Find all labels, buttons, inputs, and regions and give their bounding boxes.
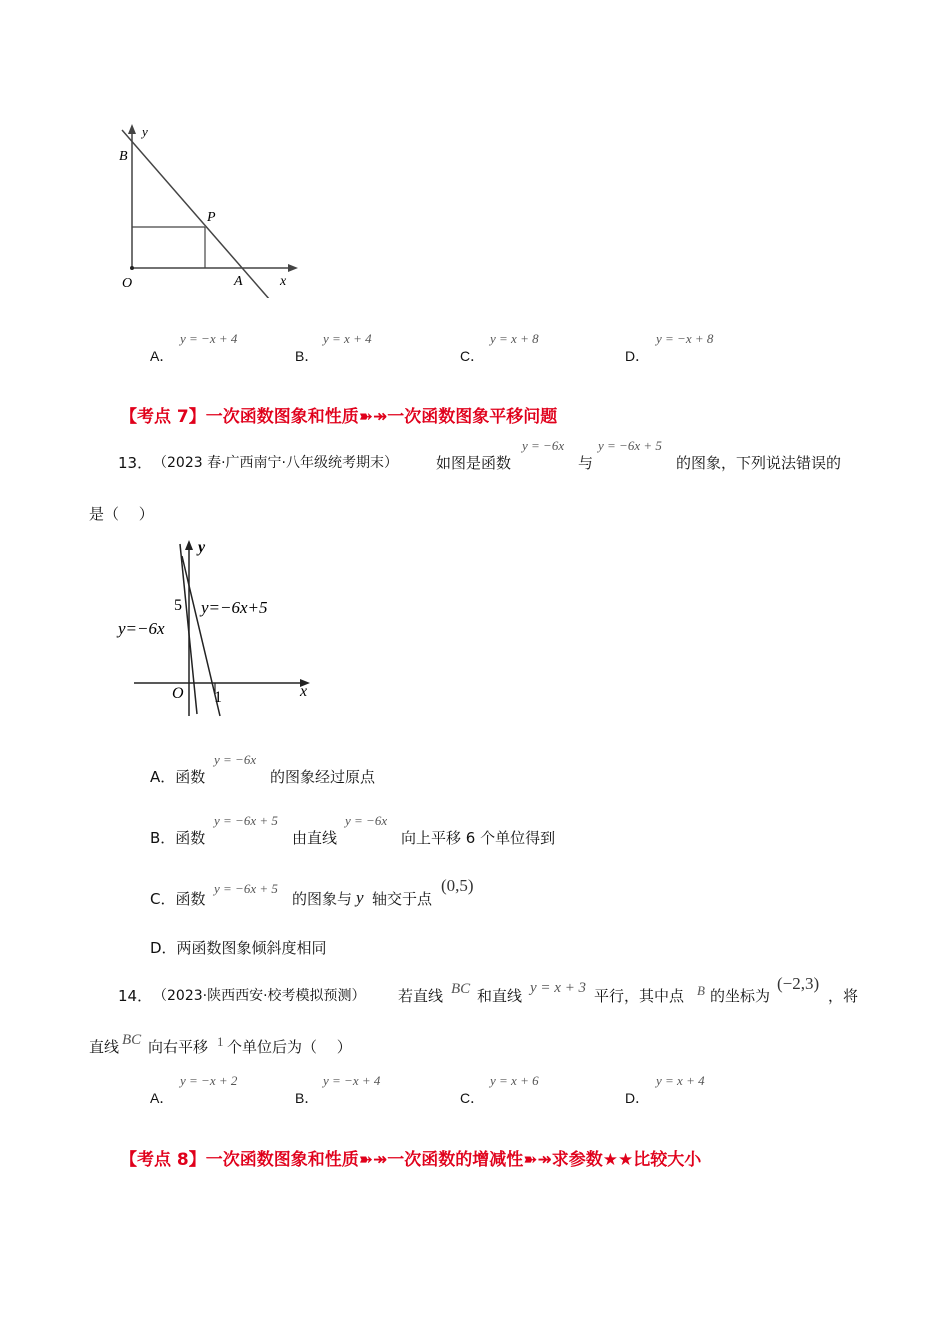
q14-point-name: B (697, 983, 705, 998)
option-label: D．两函数图象倾斜度相同 (150, 939, 327, 957)
option-label: C． (460, 1090, 485, 1106)
line-label-1: y=−6x (118, 619, 165, 638)
option-text: 的图象与 (292, 890, 353, 908)
figure-line-graph-1 (110, 118, 300, 298)
origin-point (130, 266, 134, 270)
q13-number: 13． (118, 454, 153, 472)
q13-text: 是（ ） (89, 505, 154, 523)
option-label: B． (295, 1090, 319, 1106)
option-label: C． (460, 348, 485, 364)
section-subtitle: 一次函数图象平移问题 (387, 407, 558, 427)
x-axis-arrow (288, 264, 298, 272)
q13-text: 如图是函数 (436, 454, 512, 472)
q14-text: 的坐标为 (710, 987, 771, 1005)
option-text: 向上平移 6 个单位得到 (401, 829, 556, 847)
y-label: y (198, 539, 206, 556)
q13-expression-2: y = −6x + 5 (598, 438, 662, 453)
point-p-label: P (207, 210, 216, 225)
option-expression: y = −6x + 5 (214, 881, 278, 896)
intercept-five-label: 5 (174, 597, 182, 614)
q14-expression: y = x + 3 (530, 980, 587, 996)
option-label: D． (625, 348, 650, 364)
option-expression: y = x + 4 (323, 331, 372, 346)
option-point: (0,5) (441, 876, 474, 895)
arrow-icon: ➽↠ (358, 1150, 388, 1170)
q13-conjunction: 与 (578, 454, 594, 472)
arrow-icon: ➽↠ (358, 407, 388, 427)
origin-label: O (172, 685, 184, 702)
q14-line-name: BC (122, 1032, 142, 1048)
section-subtitle: 比较大小 (633, 1150, 702, 1170)
point-a-label: A (234, 274, 243, 289)
q13-text: 的图象，下列说法错误的 (676, 454, 842, 472)
option-label: D． (625, 1090, 650, 1106)
q14-point-coordinates: (−2,3) (777, 974, 820, 993)
q14-text: 平行，其中点 (594, 987, 685, 1005)
option-expression: y = −x + 8 (656, 331, 714, 346)
q14-text: 向右平移 (148, 1038, 209, 1056)
q14-text: 个单位后为（ ） (227, 1038, 352, 1056)
option-expression: y = −x + 4 (180, 331, 238, 346)
option-label: A． (150, 1090, 174, 1106)
option-expression: y = −x + 2 (180, 1073, 238, 1088)
origin-label: O (122, 276, 133, 291)
q13-source: （2023 春·广西南宁·八年级统考期末） (153, 455, 398, 471)
section-subtitle: 一次函数的增减性 (387, 1150, 524, 1170)
q14-text: 和直线 (477, 987, 523, 1005)
option-expression: y = x + 6 (490, 1073, 539, 1088)
y-axis-arrow (128, 124, 136, 134)
q14-text: 若直线 (398, 987, 444, 1005)
option-expression: y = x + 4 (656, 1073, 705, 1088)
q13-expression-1: y = −6x (522, 438, 565, 453)
y-axis-arrow (185, 540, 193, 550)
y-label: y (142, 124, 148, 139)
option-text: 的图象经过原点 (270, 768, 376, 786)
option-expression: y = x + 8 (490, 331, 539, 346)
line-ab (122, 130, 270, 298)
x-label: x (300, 683, 308, 700)
option-expression: y = −6x + 5 (214, 813, 278, 828)
section-subtitle: 求参数 (551, 1150, 603, 1170)
option-variable: y (356, 888, 364, 907)
section-title: 【考点 7】一次函数图象和性质 (120, 407, 359, 427)
line-label-2: y=−6x+5 (201, 598, 268, 617)
q14-text: 直线 (89, 1038, 120, 1056)
point-b-label: B (119, 149, 128, 164)
option-expression: y = −6x (345, 813, 388, 828)
q14-line-name: BC (451, 981, 471, 997)
figure-line-graph-2 (112, 534, 322, 724)
option-text: 轴交于点 (372, 890, 433, 908)
option-text: 由直线 (292, 829, 338, 847)
q14-number: 14． (118, 987, 153, 1005)
option-label: A． (150, 348, 174, 364)
option-expression: y = −x + 4 (323, 1073, 381, 1088)
option-label: B．函数 (150, 829, 206, 847)
section-title: 【考点 8】一次函数图象和性质 (120, 1150, 359, 1170)
section-heading-7 (120, 402, 557, 427)
q14-source: （2023·陕西西安·校考模拟预测） (153, 988, 366, 1004)
option-label: C．函数 (150, 890, 206, 908)
tick-one-label: 1 (214, 689, 222, 706)
option-label: B． (295, 348, 319, 364)
arrow-icon: ➽↠ (523, 1150, 552, 1170)
q14-text: ，将 (828, 987, 859, 1005)
q14-shift-amount: 1 (217, 1034, 224, 1049)
star-icon: ★★ (602, 1150, 634, 1170)
option-label: A．函数 (150, 768, 206, 786)
option-expression: y = −6x (214, 752, 257, 767)
x-label: x (280, 274, 287, 289)
section-heading-8 (120, 1145, 701, 1170)
